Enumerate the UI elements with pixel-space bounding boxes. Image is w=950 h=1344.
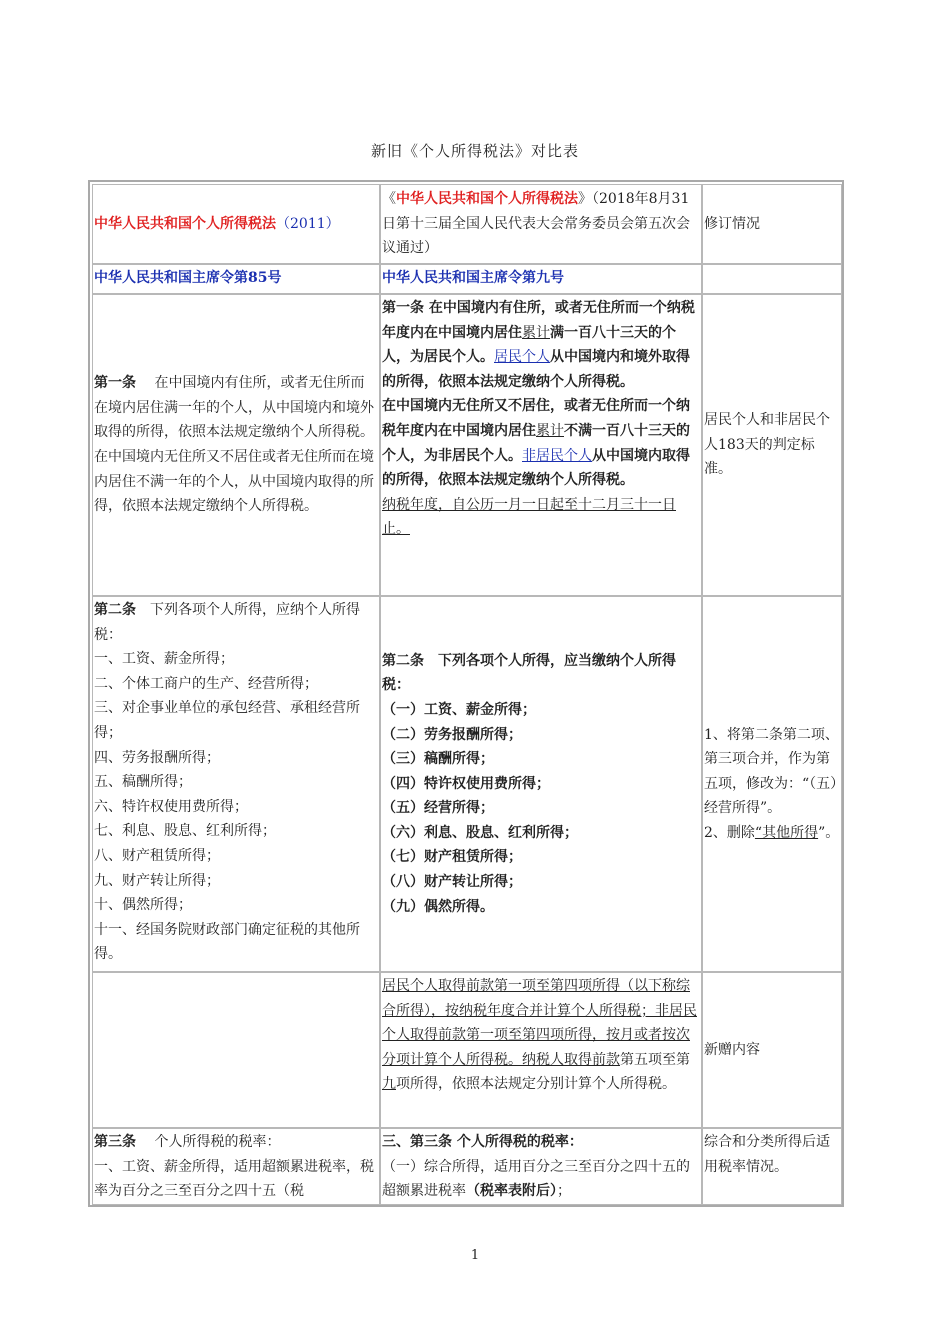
list-item: 三、对企事业单位的承包经营、承租经营所得； bbox=[94, 700, 360, 741]
art3-revision: 综合和分类所得后适用税率情况。 bbox=[702, 1128, 842, 1205]
list-item: 一、工资、薪金所得； bbox=[94, 651, 234, 668]
header-old-law: 中华人民共和国个人所得税法（2011） bbox=[92, 184, 380, 264]
art1-old: 第一条 在中国境内有住所，或者无住所而在境内居住满一年的个人，从中国境内和境外取得的所得，依照本法规定缴纳个人所得税。 在中国境内无住所又不居住或者无住所而在境内居住不满一年的个人，从中国境内取得的所得，依照本法规定缴纳个人所得税。 bbox=[92, 294, 380, 596]
decree-old: 中华人民共和国主席令第85号 bbox=[92, 264, 380, 294]
list-item: 二、个体工商户的生产、经营所得； bbox=[94, 675, 318, 692]
list-item: （八）财产转让所得； bbox=[382, 874, 522, 891]
list-item: （一）工资、薪金所得； bbox=[382, 701, 536, 718]
art1-new: 第一条 在中国境内有住所，或者无住所而一个纳税年度内在中国境内居住累计满一百八十三天的个人，为居民个人。居民个人从中国境内和境外取得的所得，依照本法规定缴纳个人所得税。 在中国境内无住所又不居住，或者无住所而一个纳税年度内在中国境内居住累计不满一百八十三天的个人，为非居民个人。非居民个人从中国境内取得的所得，依照本法规定缴纳个人所得税。 纳税年度，自公历一月一日起至十二月三十一日止。 bbox=[380, 294, 702, 596]
art2b-old-empty bbox=[92, 972, 380, 1128]
header-revision: 修订情况 bbox=[702, 184, 842, 264]
art2b-revision: 新赠内容 bbox=[702, 972, 842, 1128]
art2b-new: 居民个人取得前款第一项至第四项所得（以下称综合所得），按纳税年度合并计算个人所得税；非居民个人取得前款第一项至第四项所得，按月或者按次分项计算个人所得税。纳税人取得前款第五项至第九项所得，依照本法规定分别计算个人所得税。 bbox=[380, 972, 702, 1128]
list-item: 八、财产租赁所得； bbox=[94, 847, 220, 864]
art2-old bbox=[92, 596, 380, 972]
list-item: 五、稿酬所得； bbox=[94, 774, 192, 791]
document-title: 新旧《个人所得税法》对比表 bbox=[370, 142, 579, 160]
list-item: （七）财产租赁所得； bbox=[382, 849, 522, 866]
list-item: 第二条 下列各项个人所得，应当缴纳个人所得税： bbox=[382, 652, 676, 694]
list-item: 四、劳务报酬所得； bbox=[94, 749, 220, 766]
list-item: 九、财产转让所得； bbox=[94, 872, 220, 889]
list-item: （九）偶然所得。 bbox=[382, 898, 494, 915]
list-item: （二）劳务报酬所得； bbox=[382, 726, 522, 743]
comparison-table bbox=[88, 180, 844, 1207]
list-item: （六）利息、股息、红利所得； bbox=[382, 824, 578, 841]
list-item: 七、利息、股息、红利所得； bbox=[94, 823, 276, 840]
page-number: 1 bbox=[470, 1248, 480, 1263]
list-item: （四）特许权使用费所得； bbox=[382, 775, 550, 792]
decree-revision bbox=[702, 264, 842, 294]
decree-new: 中华人民共和国主席令第九号 bbox=[380, 264, 702, 294]
art3-old: 第三条 个人所得税的税率： 一、工资、薪金所得，适用超额累进税率，税率为百分之三至百分之四十五（税 bbox=[92, 1128, 380, 1205]
list-item: 第二条 下列各项个人所得，应纳个人所得税： bbox=[94, 602, 360, 643]
art2-new bbox=[380, 596, 702, 972]
list-item: 十、偶然所得； bbox=[94, 897, 192, 914]
art1-revision: 居民个人和非居民个人183天的判定标准。 bbox=[702, 294, 842, 596]
header-new-law: 《中华人民共和国个人所得税法》（2018年8月31日第十三届全国人民代表大会常务委员会第五次会议通过） bbox=[380, 184, 702, 264]
list-item: （三）稿酬所得； bbox=[382, 751, 494, 768]
list-item: 六、特许权使用费所得； bbox=[94, 798, 248, 815]
art2-revision: 1、将第二条第二项、第三项合并，作为第五项，修改为：“（五）经营所得”。 2、删除“其他所得”。 bbox=[702, 596, 842, 972]
list-item: 十一、经国务院财政部门确定征税的其他所得。 bbox=[94, 921, 360, 963]
list-item: （五）经营所得； bbox=[382, 800, 494, 817]
art3-new: 三、第三条 个人所得税的税率： （一）综合所得，适用百分之三至百分之四十五的超额累进税率（税率表附后）； bbox=[380, 1128, 702, 1205]
